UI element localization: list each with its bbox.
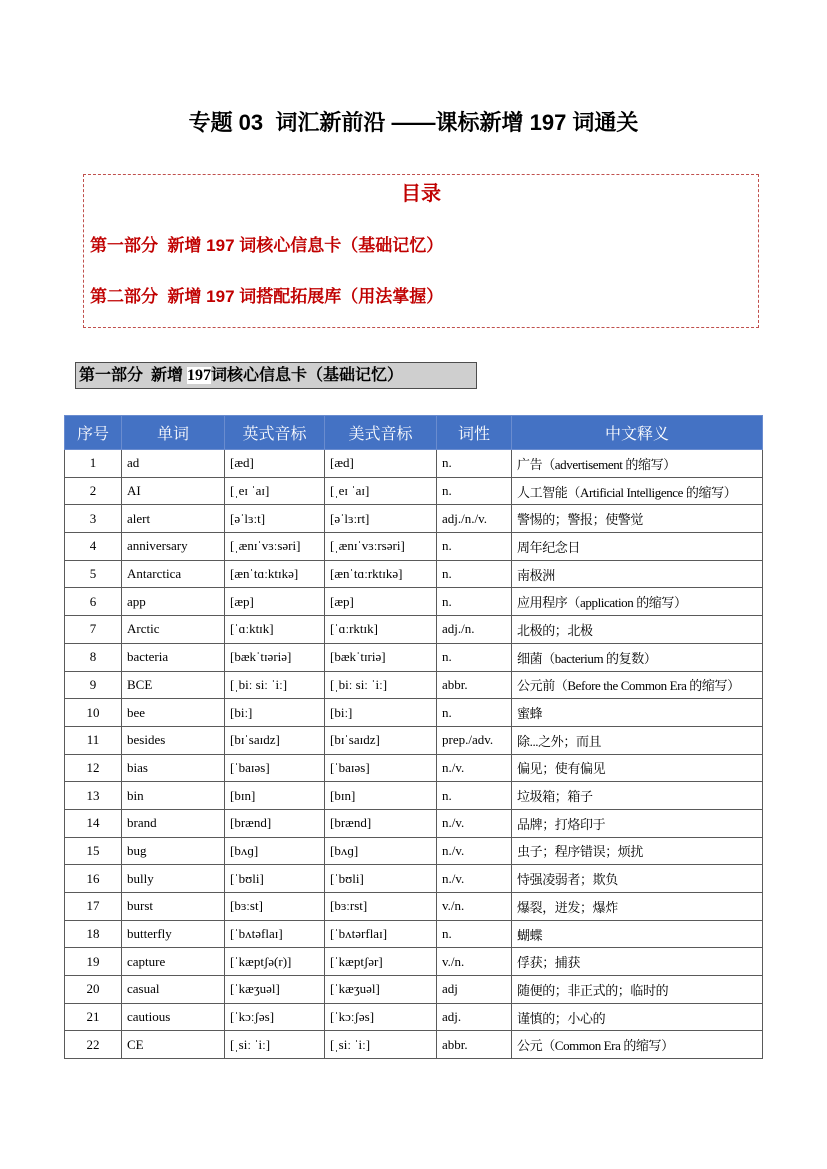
table-row: [65, 865, 763, 893]
cell-word: besides: [122, 726, 225, 754]
cell-part-of-speech: n.: [437, 920, 512, 948]
cell-chinese-meaning: 警惕的；警报；使警觉: [512, 505, 763, 533]
cell-number: 3: [65, 505, 122, 533]
cell-chinese-meaning: 北极的；北极: [512, 616, 763, 644]
table-row: [65, 588, 763, 616]
cell-uk-phonetic: [bɜːst]: [225, 893, 325, 921]
cell-word: casual: [122, 976, 225, 1004]
cell-uk-phonetic: [ˌsiː ˈiː]: [225, 1031, 325, 1059]
cell-word: CE: [122, 1031, 225, 1059]
table-row: [65, 450, 763, 478]
cell-word: cautious: [122, 1003, 225, 1031]
cell-uk-phonetic: [bɪˈsaɪdz]: [225, 726, 325, 754]
cell-us-phonetic: [ˈbʌtərflaɪ]: [325, 920, 437, 948]
cell-number: 1: [65, 450, 122, 478]
table-row: [65, 920, 763, 948]
cell-us-phonetic: [brænd]: [325, 809, 437, 837]
cell-us-phonetic: [ˈkæʒuəl]: [325, 976, 437, 1004]
cell-part-of-speech: abbr.: [437, 671, 512, 699]
cell-uk-phonetic: [bækˈtɪəriə]: [225, 643, 325, 671]
cell-part-of-speech: adj: [437, 976, 512, 1004]
cell-chinese-meaning: 应用程序（application 的缩写）: [512, 588, 763, 616]
table-row: [65, 699, 763, 727]
cell-word: butterfly: [122, 920, 225, 948]
cell-us-phonetic: [ˈbʊli]: [325, 865, 437, 893]
cell-uk-phonetic: [æd]: [225, 450, 325, 478]
cell-uk-phonetic: [brænd]: [225, 809, 325, 837]
table-row: [65, 533, 763, 561]
cell-part-of-speech: n.: [437, 560, 512, 588]
column-header-uk-phonetic: 英式音标: [225, 416, 325, 450]
cell-number: 4: [65, 533, 122, 561]
cell-word: alert: [122, 505, 225, 533]
cell-word: anniversary: [122, 533, 225, 561]
cell-chinese-meaning: 垃圾箱；箱子: [512, 782, 763, 810]
cell-word: Arctic: [122, 616, 225, 644]
cell-part-of-speech: n.: [437, 643, 512, 671]
cell-number: 15: [65, 837, 122, 865]
table-row: [65, 616, 763, 644]
table-row: [65, 726, 763, 754]
cell-word: bacteria: [122, 643, 225, 671]
cell-number: 9: [65, 671, 122, 699]
cell-number: 7: [65, 616, 122, 644]
cell-word: bin: [122, 782, 225, 810]
table-row: [65, 1031, 763, 1059]
cell-part-of-speech: n.: [437, 782, 512, 810]
cell-us-phonetic: [ˌeɪ ˈaɪ]: [325, 477, 437, 505]
cell-word: app: [122, 588, 225, 616]
cell-part-of-speech: n./v.: [437, 837, 512, 865]
cell-part-of-speech: adj.: [437, 1003, 512, 1031]
cell-chinese-meaning: 公元前（Before the Common Era 的缩写）: [512, 671, 763, 699]
column-header-number: 序号: [65, 416, 122, 450]
table-row: [65, 948, 763, 976]
cell-chinese-meaning: 恃强凌弱者；欺负: [512, 865, 763, 893]
cell-number: 13: [65, 782, 122, 810]
cell-number: 17: [65, 893, 122, 921]
cell-word: bully: [122, 865, 225, 893]
toc-item-part-two[interactable]: 第二部分 新增 197 词搭配拓展库（用法掌握）: [90, 287, 444, 306]
cell-number: 22: [65, 1031, 122, 1059]
table-row: [65, 782, 763, 810]
cell-part-of-speech: n.: [437, 588, 512, 616]
cell-uk-phonetic: [æp]: [225, 588, 325, 616]
cell-uk-phonetic: [bɪn]: [225, 782, 325, 810]
cell-chinese-meaning: 人工智能（Artificial Intelligence 的缩写）: [512, 477, 763, 505]
cell-uk-phonetic: [əˈlɜːt]: [225, 505, 325, 533]
table-row: [65, 976, 763, 1004]
cell-us-phonetic: [bɪˈsaɪdz]: [325, 726, 437, 754]
cell-chinese-meaning: 偏见；使有偏见: [512, 754, 763, 782]
cell-number: 20: [65, 976, 122, 1004]
cell-number: 21: [65, 1003, 122, 1031]
cell-word: ad: [122, 450, 225, 478]
cell-part-of-speech: n.: [437, 699, 512, 727]
cell-us-phonetic: [əˈlɜːrt]: [325, 505, 437, 533]
cell-uk-phonetic: [ˈkæptʃə(r)]: [225, 948, 325, 976]
cell-uk-phonetic: [ˈɑːktɪk]: [225, 616, 325, 644]
cell-part-of-speech: n./v.: [437, 809, 512, 837]
table-row: [65, 754, 763, 782]
cell-chinese-meaning: 细菌（bacterium 的复数）: [512, 643, 763, 671]
cell-us-phonetic: [ˌænɪˈvɜːrsəri]: [325, 533, 437, 561]
cell-chinese-meaning: 爆裂，迸发；爆炸: [512, 893, 763, 921]
column-header-part-of-speech: 词性: [437, 416, 512, 450]
cell-word: Antarctica: [122, 560, 225, 588]
cell-number: 2: [65, 477, 122, 505]
cell-number: 16: [65, 865, 122, 893]
cell-word: brand: [122, 809, 225, 837]
table-row: [65, 893, 763, 921]
cell-uk-phonetic: [ˌbiː siː ˈiː]: [225, 671, 325, 699]
cell-chinese-meaning: 随便的；非正式的；临时的: [512, 976, 763, 1004]
table-row: [65, 837, 763, 865]
section-heading-highlight: 197: [187, 367, 212, 384]
column-header-chinese-meaning: 中文释义: [512, 416, 763, 450]
vocab-table-body: [65, 450, 763, 1059]
cell-part-of-speech: n./v.: [437, 865, 512, 893]
table-header: [65, 416, 763, 450]
cell-uk-phonetic: [ˌeɪ ˈaɪ]: [225, 477, 325, 505]
cell-us-phonetic: [bɜːrst]: [325, 893, 437, 921]
section-heading-prefix: 第一部分 新增: [79, 367, 188, 384]
cell-part-of-speech: n.: [437, 533, 512, 561]
table-row: [65, 643, 763, 671]
cell-word: bias: [122, 754, 225, 782]
table-header-row: [65, 416, 763, 450]
cell-word: AI: [122, 477, 225, 505]
cell-number: 5: [65, 560, 122, 588]
cell-us-phonetic: [ˈɑːrktɪk]: [325, 616, 437, 644]
cell-us-phonetic: [bɪn]: [325, 782, 437, 810]
table-of-contents: [83, 174, 759, 328]
cell-part-of-speech: n.: [437, 477, 512, 505]
cell-uk-phonetic: [ˌænɪˈvɜːsəri]: [225, 533, 325, 561]
cell-us-phonetic: [ˈkɔːʃəs]: [325, 1003, 437, 1031]
cell-part-of-speech: adj./n.: [437, 616, 512, 644]
cell-chinese-meaning: 俘获；捕获: [512, 948, 763, 976]
cell-word: bee: [122, 699, 225, 727]
cell-uk-phonetic: [biː]: [225, 699, 325, 727]
cell-number: 11: [65, 726, 122, 754]
cell-number: 18: [65, 920, 122, 948]
cell-part-of-speech: v./n.: [437, 893, 512, 921]
cell-us-phonetic: [ænˈtɑːrktɪkə]: [325, 560, 437, 588]
cell-uk-phonetic: [ˈbaɪəs]: [225, 754, 325, 782]
cell-uk-phonetic: [ˈkɔːʃəs]: [225, 1003, 325, 1031]
table-row: [65, 671, 763, 699]
cell-us-phonetic: [biː]: [325, 699, 437, 727]
page-title: 专题 03 词汇新前沿 ——课标新增 197 词通关: [188, 110, 639, 135]
cell-us-phonetic: [bʌɡ]: [325, 837, 437, 865]
cell-uk-phonetic: [bʌɡ]: [225, 837, 325, 865]
cell-part-of-speech: abbr.: [437, 1031, 512, 1059]
cell-chinese-meaning: 广告（advertisement 的缩写）: [512, 450, 763, 478]
cell-chinese-meaning: 虫子；程序错误；烦扰: [512, 837, 763, 865]
cell-part-of-speech: v./n.: [437, 948, 512, 976]
toc-heading: 目录: [401, 183, 441, 205]
cell-us-phonetic: [ˈbaɪəs]: [325, 754, 437, 782]
cell-word: capture: [122, 948, 225, 976]
table-row: [65, 809, 763, 837]
cell-chinese-meaning: 谨慎的；小心的: [512, 1003, 763, 1031]
cell-uk-phonetic: [ˈbʌtəflaɪ]: [225, 920, 325, 948]
cell-chinese-meaning: 品牌；打烙印于: [512, 809, 763, 837]
toc-item-part-one[interactable]: 第一部分 新增 197 词核心信息卡（基础记忆）: [90, 236, 444, 255]
cell-part-of-speech: n./v.: [437, 754, 512, 782]
cell-chinese-meaning: 蝴蝶: [512, 920, 763, 948]
cell-us-phonetic: [æp]: [325, 588, 437, 616]
cell-word: bug: [122, 837, 225, 865]
cell-part-of-speech: n.: [437, 450, 512, 478]
section-heading: [75, 362, 477, 389]
table-row: [65, 505, 763, 533]
cell-number: 8: [65, 643, 122, 671]
cell-word: burst: [122, 893, 225, 921]
cell-us-phonetic: [æd]: [325, 450, 437, 478]
cell-number: 10: [65, 699, 122, 727]
cell-us-phonetic: [ˌsiː ˈiː]: [325, 1031, 437, 1059]
cell-part-of-speech: prep./adv.: [437, 726, 512, 754]
cell-chinese-meaning: 公元（Common Era 的缩写）: [512, 1031, 763, 1059]
cell-uk-phonetic: [ˈbʊli]: [225, 865, 325, 893]
cell-number: 6: [65, 588, 122, 616]
cell-chinese-meaning: 周年纪念日: [512, 533, 763, 561]
cell-number: 12: [65, 754, 122, 782]
section-heading-suffix: 词核心信息卡（基础记忆）: [211, 367, 404, 384]
cell-chinese-meaning: 蜜蜂: [512, 699, 763, 727]
cell-part-of-speech: adj./n./v.: [437, 505, 512, 533]
cell-chinese-meaning: 南极洲: [512, 560, 763, 588]
table-row: [65, 560, 763, 588]
table-row: [65, 1003, 763, 1031]
table-row: [65, 477, 763, 505]
cell-uk-phonetic: [ænˈtɑːktɪkə]: [225, 560, 325, 588]
cell-uk-phonetic: [ˈkæʒuəl]: [225, 976, 325, 1004]
column-header-word: 单词: [122, 416, 225, 450]
cell-chinese-meaning: 除...之外；而且: [512, 726, 763, 754]
cell-number: 19: [65, 948, 122, 976]
cell-us-phonetic: [ˌbiː siː ˈiː]: [325, 671, 437, 699]
cell-word: BCE: [122, 671, 225, 699]
cell-number: 14: [65, 809, 122, 837]
vocabulary-table: [64, 415, 763, 1059]
column-header-us-phonetic: 美式音标: [325, 416, 437, 450]
cell-us-phonetic: [bækˈtɪriə]: [325, 643, 437, 671]
cell-us-phonetic: [ˈkæptʃər]: [325, 948, 437, 976]
